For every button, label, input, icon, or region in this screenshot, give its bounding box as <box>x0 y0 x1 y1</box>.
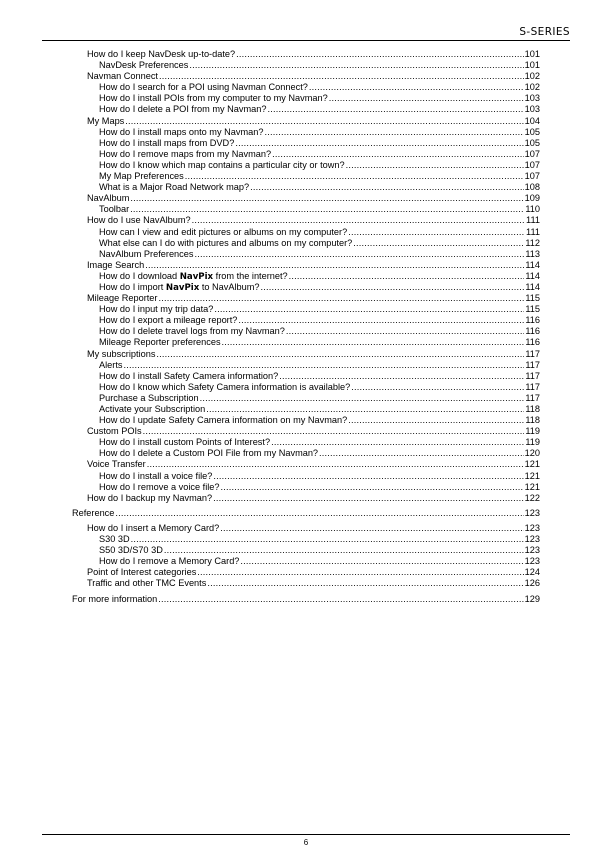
toc-entry-title: NavAlbum Preferences <box>99 248 194 259</box>
toc-entry-title: Mileage Reporter preferences <box>99 337 221 348</box>
toc-leader-dots <box>309 82 524 93</box>
toc-leader-dots <box>213 471 523 482</box>
toc-entry-page: 105 <box>524 126 540 137</box>
toc-entry-title-pre: How do I download <box>99 270 180 281</box>
toc-entry-title: Navman Connect <box>87 71 158 82</box>
toc-entry[interactable] <box>72 271 540 282</box>
toc-entry[interactable] <box>72 293 540 304</box>
toc-entry[interactable] <box>72 578 540 589</box>
toc-entry[interactable] <box>72 556 540 567</box>
toc-entry[interactable] <box>72 448 540 459</box>
toc-entry-title: How do I keep NavDesk up-to-date? <box>87 49 236 59</box>
toc-leader-dots <box>351 382 524 393</box>
toc-entry-title: How do I use NavAlbum? <box>87 215 191 226</box>
toc-entry-title: How do I remove a voice file? <box>99 481 220 492</box>
toc-entry-page: 117 <box>525 370 540 381</box>
toc-entry-page: 111 <box>526 215 540 226</box>
toc-entry-title: NavAlbum <box>87 193 130 204</box>
toc-leader-dots <box>124 360 525 371</box>
toc-entry-title: Voice Transfer <box>87 459 146 470</box>
toc-entry[interactable] <box>72 426 540 437</box>
toc-entry[interactable] <box>72 393 540 404</box>
toc-leader-dots <box>348 227 525 238</box>
toc-entry-title-pre: How do I import <box>99 281 166 292</box>
toc-entry[interactable] <box>72 594 540 605</box>
toc-leader-dots <box>143 426 525 437</box>
toc-entry-title <box>99 282 260 293</box>
toc-entry[interactable] <box>72 437 540 448</box>
toc-leader-dots <box>346 160 524 171</box>
toc-entry-page: 114 <box>525 270 540 281</box>
toc-entry-page: 107 <box>524 171 540 182</box>
toc-entry-title: How do I remove maps from my Navman? <box>99 148 272 159</box>
toc-entry-title: How do I know which Safety Camera information is available? <box>99 381 351 392</box>
toc-leader-dots <box>238 315 524 326</box>
toc-entry-page: 117 <box>525 381 540 392</box>
toc-leader-dots <box>272 149 524 160</box>
toc-entry-title: Activate your Subscription <box>99 404 206 414</box>
toc-entry[interactable] <box>72 371 540 382</box>
toc-entry-title: How do I update Safety Camera information on my Navman? <box>99 415 348 426</box>
toc-entry-page: 123 <box>524 507 540 518</box>
toc-entry[interactable] <box>72 349 540 360</box>
toc-leader-dots <box>222 337 525 348</box>
toc-entry[interactable] <box>72 282 540 293</box>
toc-entry-title: How do I install custom Points of Interest? <box>99 437 271 448</box>
toc-leader-dots <box>264 127 523 138</box>
toc-entry-title-post: to NavAlbum? <box>199 281 260 292</box>
toc-entry[interactable] <box>72 326 540 337</box>
toc-entry-page: 123 <box>524 534 540 545</box>
toc-entry[interactable] <box>72 49 540 60</box>
toc-entry[interactable] <box>72 93 540 104</box>
toc-entry-title: What else can I do with pictures and albums on my computer? <box>99 237 353 248</box>
toc-leader-dots <box>158 293 524 304</box>
toc-leader-dots <box>267 104 523 115</box>
toc-entry[interactable] <box>72 138 540 149</box>
toc-entry-page: 102 <box>524 82 540 93</box>
toc-leader-dots <box>221 482 524 493</box>
toc-entry-title: Purchase a Subscription <box>99 392 199 403</box>
toc-entry-page: 123 <box>524 556 540 567</box>
toc-entry[interactable] <box>72 545 540 556</box>
page-number: 6 <box>303 838 309 847</box>
toc-leader-dots <box>159 71 524 82</box>
toc-entry-page: 123 <box>524 522 540 533</box>
toc-entry-page: 116 <box>525 315 540 326</box>
toc-entry-page: 112 <box>525 237 540 248</box>
toc-entry-title: How do I backup my Navman? <box>87 492 213 503</box>
toc-entry-page: 117 <box>525 359 540 370</box>
toc-entry-title: For more information <box>72 593 158 604</box>
toc-entry-page: 116 <box>525 326 540 337</box>
toc-entry-page: 121 <box>524 459 540 470</box>
toc-leader-dots <box>319 448 524 459</box>
toc-entry[interactable] <box>72 193 540 204</box>
toc-entry-page: 118 <box>525 404 540 414</box>
toc-entry-title: Alerts <box>99 359 123 370</box>
toc-leader-dots <box>145 260 524 271</box>
toc-entry[interactable] <box>72 171 540 182</box>
toc-entry-page: 102 <box>524 71 540 82</box>
toc-entry[interactable] <box>72 471 540 482</box>
navpix-brand-text: NavPix <box>165 282 200 293</box>
toc-leader-dots <box>279 371 524 382</box>
toc-entry[interactable] <box>72 304 540 315</box>
toc-entry[interactable] <box>72 149 540 160</box>
toc-entry-page: 122 <box>524 492 540 503</box>
toc-leader-dots <box>271 437 524 448</box>
toc-entry-page: 107 <box>524 159 540 170</box>
toc-leader-dots <box>194 249 524 260</box>
toc-entry-page: 104 <box>524 115 540 126</box>
toc-entry-page: 111 <box>526 226 540 237</box>
toc-leader-dots <box>213 493 524 504</box>
toc-entry-title: How do I insert a Memory Card? <box>87 522 220 533</box>
toc-entry-page: 114 <box>525 281 540 292</box>
toc-entry-page: 109 <box>524 193 540 204</box>
toc-entry[interactable] <box>72 567 540 578</box>
toc-entry-title: Custom POIs <box>87 426 142 437</box>
toc-entry-title: S30 3D <box>99 534 130 545</box>
toc-leader-dots <box>131 534 524 545</box>
toc-entry-title <box>99 271 288 282</box>
toc-leader-dots <box>220 523 523 534</box>
toc-entry-page: 126 <box>524 578 540 589</box>
toc-entry-title: My Maps <box>87 115 125 126</box>
toc-entry-title: How do I delete a Custom POI File from my Navman? <box>99 448 319 459</box>
toc-entry[interactable] <box>72 508 540 519</box>
toc-entry-page: 115 <box>525 293 540 304</box>
toc-entry-page: 118 <box>525 415 540 426</box>
toc-entry-page: 123 <box>524 545 540 556</box>
toc-entry[interactable] <box>72 215 540 226</box>
toc-entry[interactable] <box>72 127 540 138</box>
toc-entry-title: How do I export a mileage report? <box>99 315 238 326</box>
toc-leader-dots <box>200 393 525 404</box>
toc-leader-dots <box>156 349 524 360</box>
toc-leader-dots <box>348 415 524 426</box>
toc-leader-dots <box>240 556 523 567</box>
toc-leader-dots <box>189 60 523 71</box>
toc-leader-dots <box>130 193 523 204</box>
toc-entry-title: Image Search <box>87 259 145 270</box>
toc-entry-title: My subscriptions <box>87 348 156 359</box>
toc-entry[interactable] <box>72 315 540 326</box>
toc-entry-page: 117 <box>525 392 540 403</box>
toc-entry-title: My Map Preferences <box>99 171 184 182</box>
toc-entry[interactable] <box>72 60 540 71</box>
toc-leader-dots <box>164 545 524 556</box>
toc-leader-dots <box>115 508 523 519</box>
toc-entry[interactable] <box>72 260 540 271</box>
toc-leader-dots <box>286 326 524 337</box>
toc-entry-page: 113 <box>525 248 540 259</box>
toc-entry-page: 103 <box>524 104 540 115</box>
toc-entry-page: 116 <box>525 337 540 348</box>
header-rule <box>42 40 570 41</box>
toc-leader-dots <box>158 594 523 605</box>
toc-entry-title: Mileage Reporter <box>87 293 158 304</box>
toc-entry-title-post: from the internet? <box>213 270 288 281</box>
toc-leader-dots <box>214 304 524 315</box>
toc-entry[interactable] <box>72 482 540 493</box>
toc-entry-title: Point of Interest categories <box>87 567 197 578</box>
toc-entry[interactable] <box>72 493 540 504</box>
toc-entry[interactable] <box>72 382 540 393</box>
toc-entry[interactable] <box>72 116 540 127</box>
toc-entry-title: How do I install a voice file? <box>99 470 213 481</box>
toc-entry-title: How do I remove a Memory Card? <box>99 556 240 567</box>
toc-leader-dots <box>261 282 525 293</box>
toc-entry-title: Toolbar <box>99 204 130 215</box>
toc-leader-dots <box>206 404 524 415</box>
toc-entry-page: 115 <box>525 304 540 315</box>
toc-entry-page: 119 <box>525 437 540 448</box>
toc-entry-title: How do I know which map contains a particular city or town? <box>99 159 345 170</box>
toc-entry-page: 121 <box>524 470 540 481</box>
toc-entry[interactable] <box>72 337 540 348</box>
toc-entry[interactable] <box>72 82 540 93</box>
toc-entry-page: 121 <box>524 481 540 492</box>
toc-leader-dots <box>353 238 524 249</box>
toc-entry-page: 105 <box>524 137 540 148</box>
toc-entry-title: Traffic and other TMC Events <box>87 578 207 589</box>
toc-entry[interactable] <box>72 404 540 415</box>
toc-entry-title: How do I install maps onto my Navman? <box>99 126 264 137</box>
toc-entry-title: Reference <box>72 507 115 518</box>
table-of-contents <box>72 49 540 605</box>
toc-entry[interactable] <box>72 415 540 426</box>
toc-entry-page: 110 <box>525 204 540 215</box>
toc-entry-page: 103 <box>524 93 540 104</box>
toc-leader-dots <box>130 204 524 215</box>
toc-entry[interactable] <box>72 71 540 82</box>
toc-leader-dots <box>250 182 524 193</box>
toc-entry-title: How do I input my trip data? <box>99 304 214 315</box>
toc-entry-title: How do I install Safety Camera information? <box>99 370 279 381</box>
toc-entry-page: 101 <box>524 60 540 71</box>
toc-entry-title: How can I view and edit pictures or albums on my computer? <box>99 226 348 237</box>
toc-entry[interactable] <box>72 182 540 193</box>
toc-entry-page: 117 <box>525 348 540 359</box>
toc-entry-title: S50 3D/S70 3D <box>99 545 163 556</box>
toc-entry-page: 124 <box>524 567 540 578</box>
toc-entry[interactable] <box>72 238 540 249</box>
toc-entry[interactable] <box>72 160 540 171</box>
toc-entry-page: 101 <box>524 49 540 59</box>
toc-entry[interactable] <box>72 523 540 534</box>
footer-rule <box>42 834 570 835</box>
header-brand: S-SERIES <box>519 26 570 38</box>
toc-entry[interactable] <box>72 249 540 260</box>
toc-entry-title: How do I install maps from DVD? <box>99 137 235 148</box>
toc-leader-dots <box>185 171 524 182</box>
toc-entry[interactable] <box>72 204 540 215</box>
toc-leader-dots <box>197 567 523 578</box>
toc-entry-title: How do I install POIs from my computer to my Navman? <box>99 93 328 104</box>
toc-entry-title: NavDesk Preferences <box>99 60 189 71</box>
toc-entry[interactable] <box>72 534 540 545</box>
toc-entry-page: 114 <box>525 259 540 270</box>
navpix-brand-text: NavPix <box>179 271 214 282</box>
toc-entry-page: 119 <box>525 426 540 437</box>
toc-entry-title: How do I delete a POI from my Navman? <box>99 104 267 115</box>
toc-entry[interactable] <box>72 459 540 470</box>
toc-entry-title: What is a Major Road Network map? <box>99 182 250 193</box>
toc-entry-page: 120 <box>524 448 540 459</box>
toc-entry[interactable] <box>72 104 540 115</box>
toc-leader-dots <box>235 138 523 149</box>
toc-leader-dots <box>236 49 524 60</box>
toc-entry-page: 108 <box>524 182 540 193</box>
toc-entry-page: 107 <box>524 148 540 159</box>
toc-entry[interactable] <box>72 360 540 371</box>
toc-entry-title: How do I delete travel logs from my Navman? <box>99 326 285 337</box>
toc-entry-page: 129 <box>524 593 540 604</box>
toc-leader-dots <box>329 93 524 104</box>
toc-leader-dots <box>289 271 525 282</box>
toc-leader-dots <box>207 578 523 589</box>
toc-leader-dots <box>125 116 523 127</box>
toc-entry-title: How do I search for a POI using Navman Connect? <box>99 82 308 93</box>
toc-leader-dots <box>147 459 524 470</box>
toc-leader-dots <box>192 215 525 226</box>
toc-entry[interactable] <box>72 227 540 238</box>
